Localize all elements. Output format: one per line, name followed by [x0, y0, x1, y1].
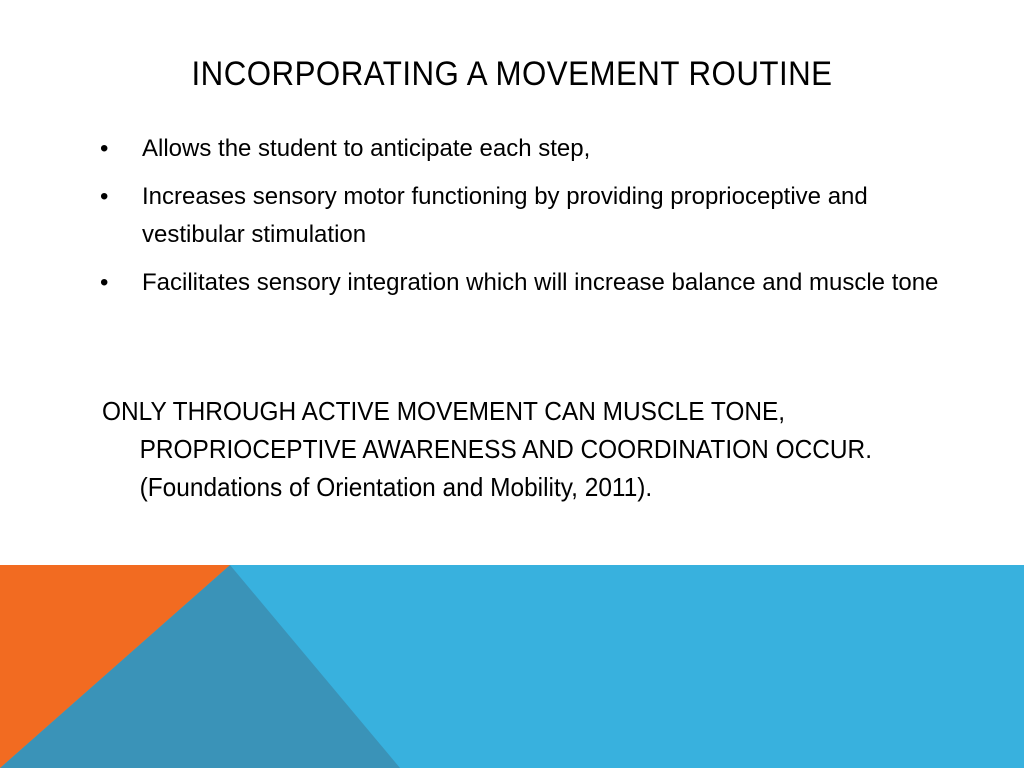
bullet-item	[100, 264, 940, 302]
bullet-list	[100, 130, 940, 312]
bullet-text: Increases sensory motor functioning by providing proprioceptive and vestibular stimulation	[142, 183, 868, 248]
citation-quote: ONLY THROUGH ACTIVE MOVEMENT CAN MUSCLE TONE, PROPRIOCEPTIVE AWARENESS AND COORDINATION OCCUR. (Foundations of Orientation and Mobility, 2011).	[102, 396, 872, 502]
bullet-marker: •	[100, 183, 109, 210]
bullet-marker: •	[100, 269, 109, 296]
bullet-text: Allows the student to anticipate each step,	[142, 135, 591, 162]
bullet-marker: •	[100, 135, 109, 162]
slide-title: INCORPORATING A MOVEMENT ROUTINE	[191, 55, 833, 93]
bullet-item	[100, 178, 940, 254]
decorative-footer	[0, 565, 1024, 768]
bullet-item	[100, 130, 940, 168]
bullet-text: Facilitates sensory integration which will increase balance and muscle tone	[142, 269, 939, 296]
footer-graphic	[0, 565, 1024, 768]
